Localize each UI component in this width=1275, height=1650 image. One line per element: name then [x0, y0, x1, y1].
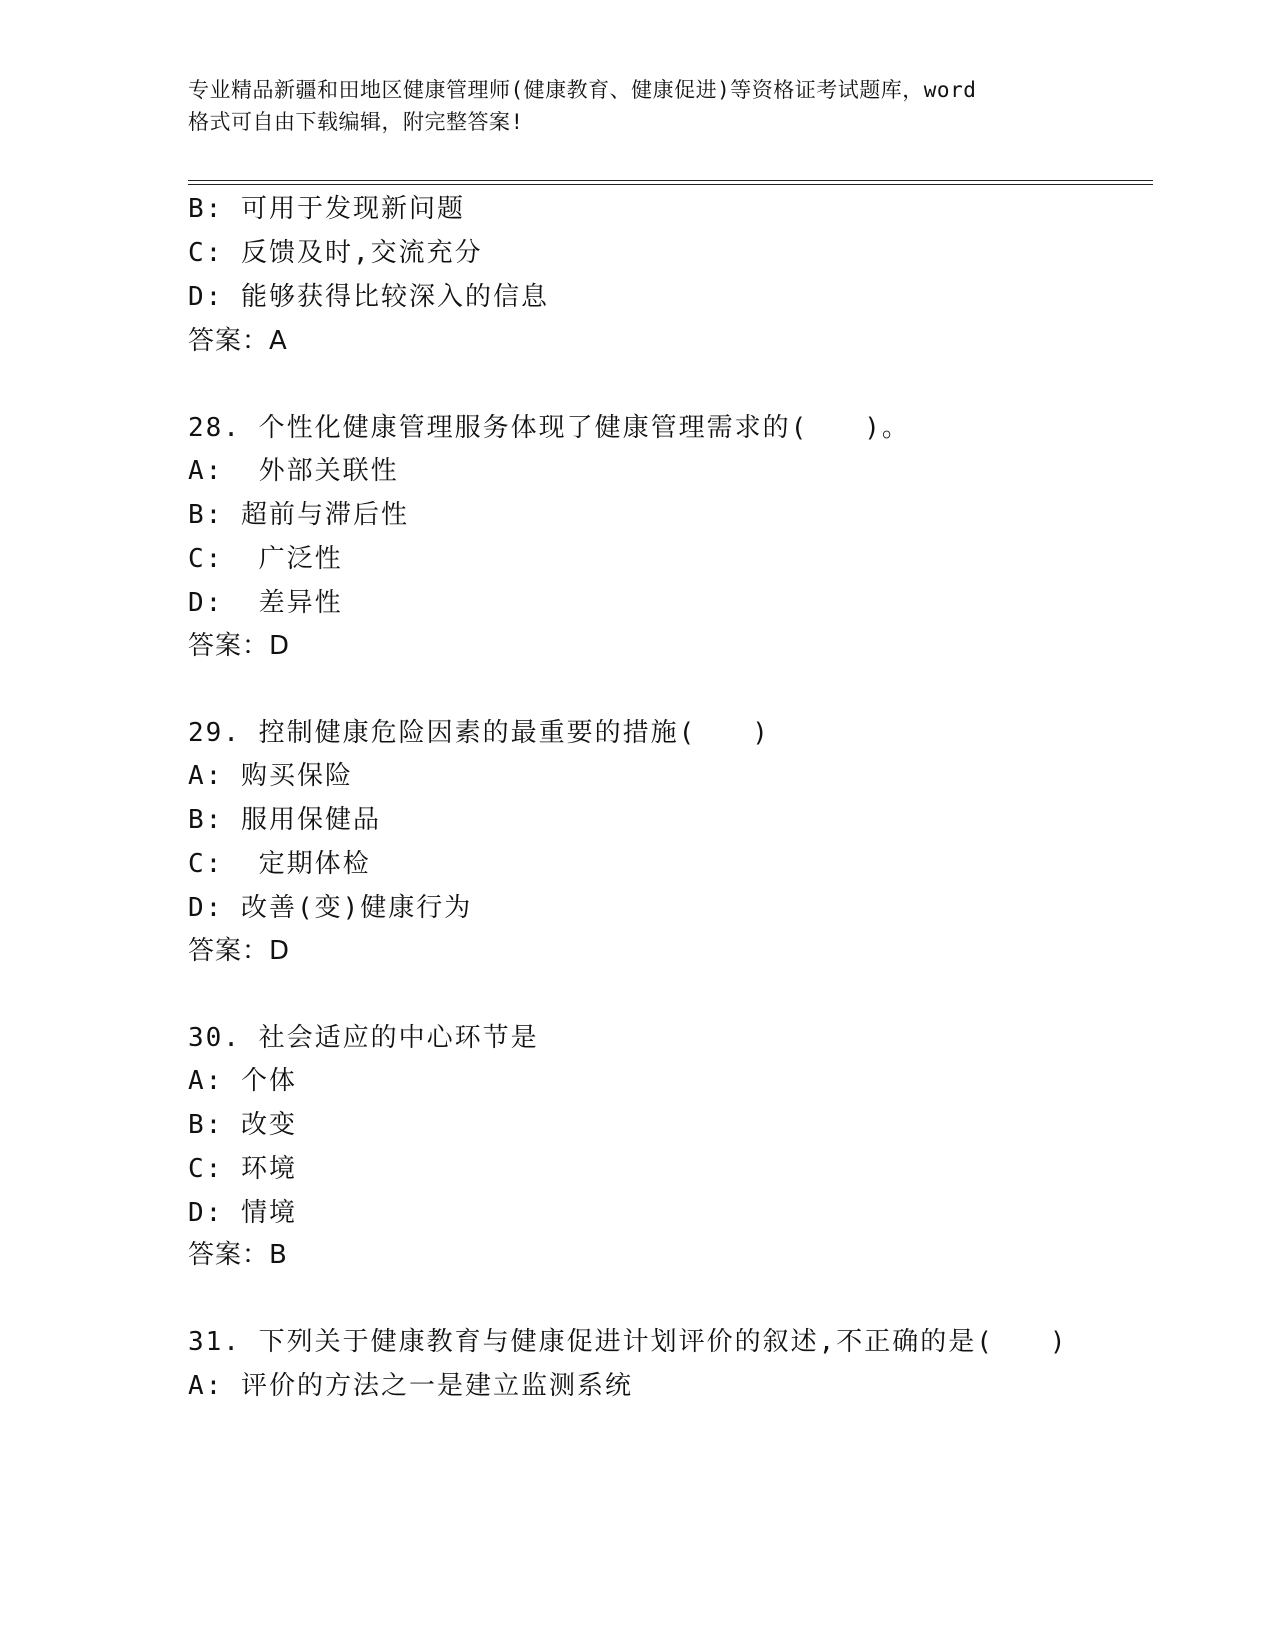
question-28-option-d: D: 差异性 — [188, 588, 343, 618]
question-28-option-a: A: 外部关联性 — [188, 456, 399, 486]
question-30-option-c: C: 环境 — [188, 1154, 297, 1184]
header-divider-bottom — [188, 184, 1153, 185]
question-30-option-d: D: 情境 — [188, 1198, 297, 1228]
question-29-option-c: C: 定期体检 — [188, 849, 371, 879]
prev-option-d: D: 能够获得比较深入的信息 — [188, 282, 549, 312]
question-29-answer: 答案：D — [188, 936, 291, 966]
question-28-stem: 28. 个性化健康管理服务体现了健康管理需求的( )。 — [188, 413, 910, 443]
question-31-option-a: A: 评价的方法之一是建立监测系统 — [188, 1371, 633, 1401]
header-line-2: 格式可自由下载编辑，附完整答案! — [188, 110, 524, 134]
question-30-answer: 答案：B — [188, 1240, 288, 1270]
question-29-stem: 29. 控制健康危险因素的最重要的措施( ) — [188, 718, 770, 748]
prev-option-b: B: 可用于发现新问题 — [188, 194, 465, 224]
question-30-option-b: B: 改变 — [188, 1110, 297, 1140]
question-30-option-a: A: 个体 — [188, 1066, 297, 1096]
question-31-stem: 31. 下列关于健康教育与健康促进计划评价的叙述,不正确的是( ) — [188, 1327, 1068, 1357]
question-28-option-b: B: 超前与滞后性 — [188, 500, 409, 530]
question-28-option-c: C: 广泛性 — [188, 544, 343, 574]
header-divider-top — [188, 180, 1153, 181]
question-29-option-a: A: 购买保险 — [188, 761, 353, 791]
prev-answer: 答案：A — [188, 326, 288, 356]
question-29-option-d: D: 改善(变)健康行为 — [188, 893, 473, 923]
header-line-1: 专业精品新疆和田地区健康管理师(健康教育、健康促进)等资格证考试题库，word — [188, 78, 977, 102]
document-header — [188, 74, 1108, 138]
prev-option-c: C: 反馈及时,交流充分 — [188, 238, 483, 268]
question-29-option-b: B: 服用保健品 — [188, 805, 381, 835]
question-28-answer: 答案：D — [188, 631, 291, 661]
question-30-stem: 30. 社会适应的中心环节是 — [188, 1023, 539, 1053]
